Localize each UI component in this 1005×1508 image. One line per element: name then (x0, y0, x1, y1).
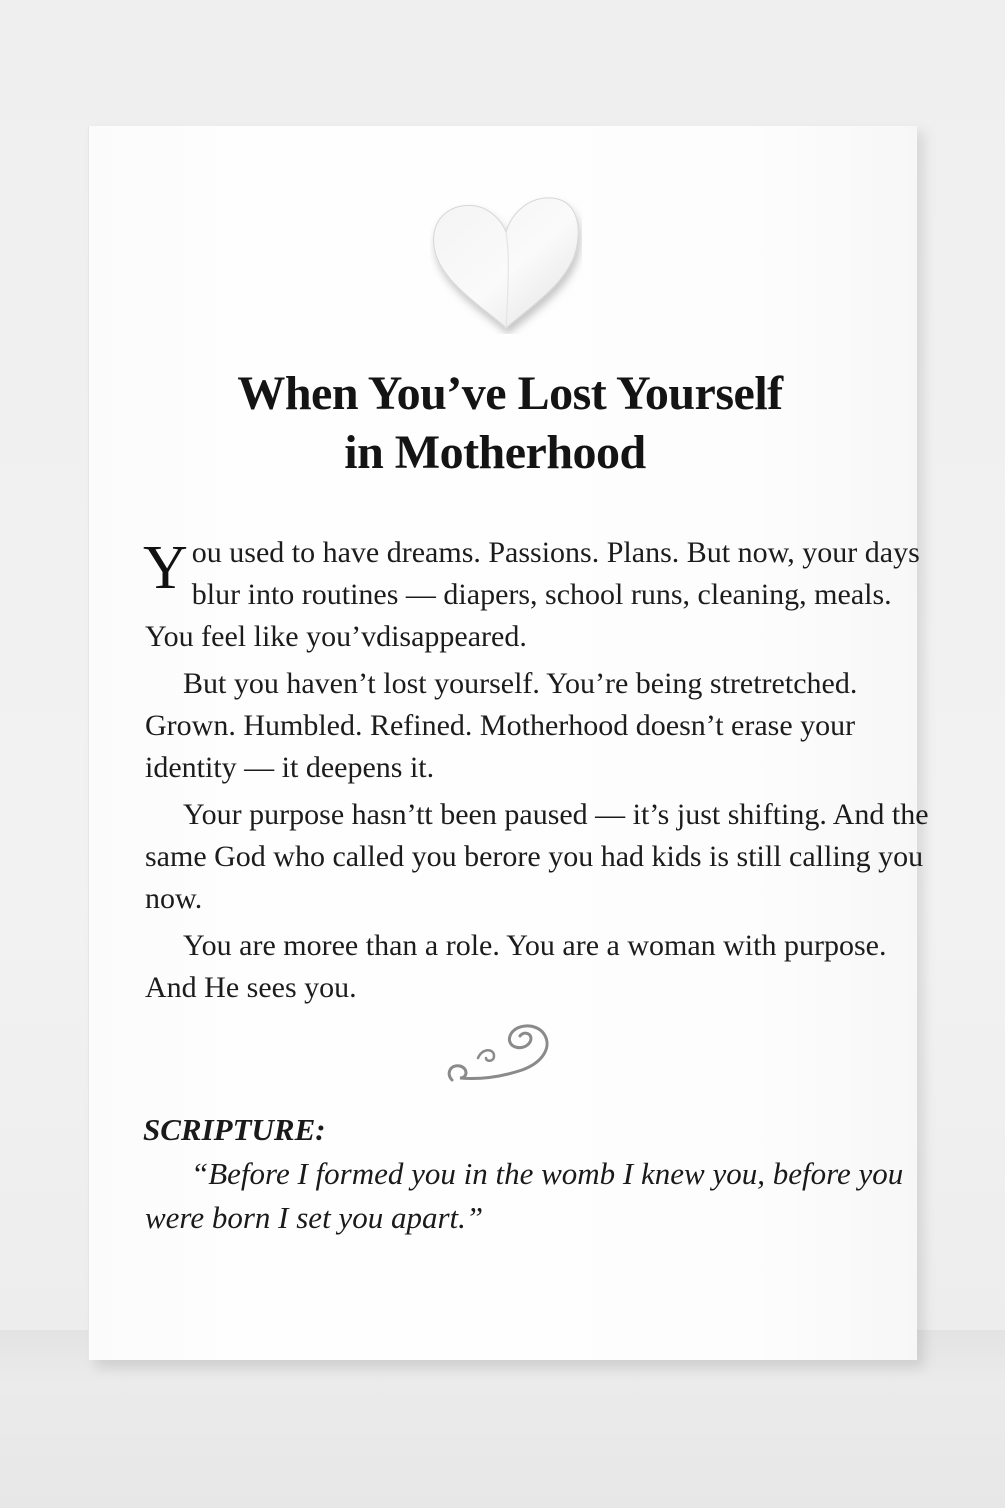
page-title (120, 364, 900, 482)
swirl-flourish-icon (444, 1018, 556, 1090)
title-line-2: in Motherhood (344, 426, 646, 479)
paragraph-4: You are moree than a role. You are a woman with purpose. And He sees you. (145, 929, 887, 1004)
body-text (145, 532, 935, 1014)
paragraph-1-text: ou used to have dreams. Passions. Plans. But now, your days blur into routines — diapers, school runs, cleaning, meals. You feel like you’vdisappeared. (145, 536, 920, 653)
scripture-quote: “Before I formed you in the womb I knew you, before you were born I set you apart.” (145, 1156, 904, 1235)
paper-heart-icon (430, 194, 582, 334)
paragraph-2: But you haven’t lost yourself. You’re being stretretched. Grown. Humbled. Refined. Motherhood doesn’t erase your identity — it deepens it. (145, 667, 858, 784)
title-line-1: When You’ve Lost Yourself (237, 367, 783, 420)
paragraph-1 (145, 532, 935, 658)
paragraph-3: Your purpose hasn’tt been paused — it’s just shifting. And the same God who called you berore you had kids is still calling you now. (145, 798, 929, 915)
scripture-label: SCRIPTURE: (143, 1112, 326, 1147)
drop-cap: Y (143, 534, 188, 602)
